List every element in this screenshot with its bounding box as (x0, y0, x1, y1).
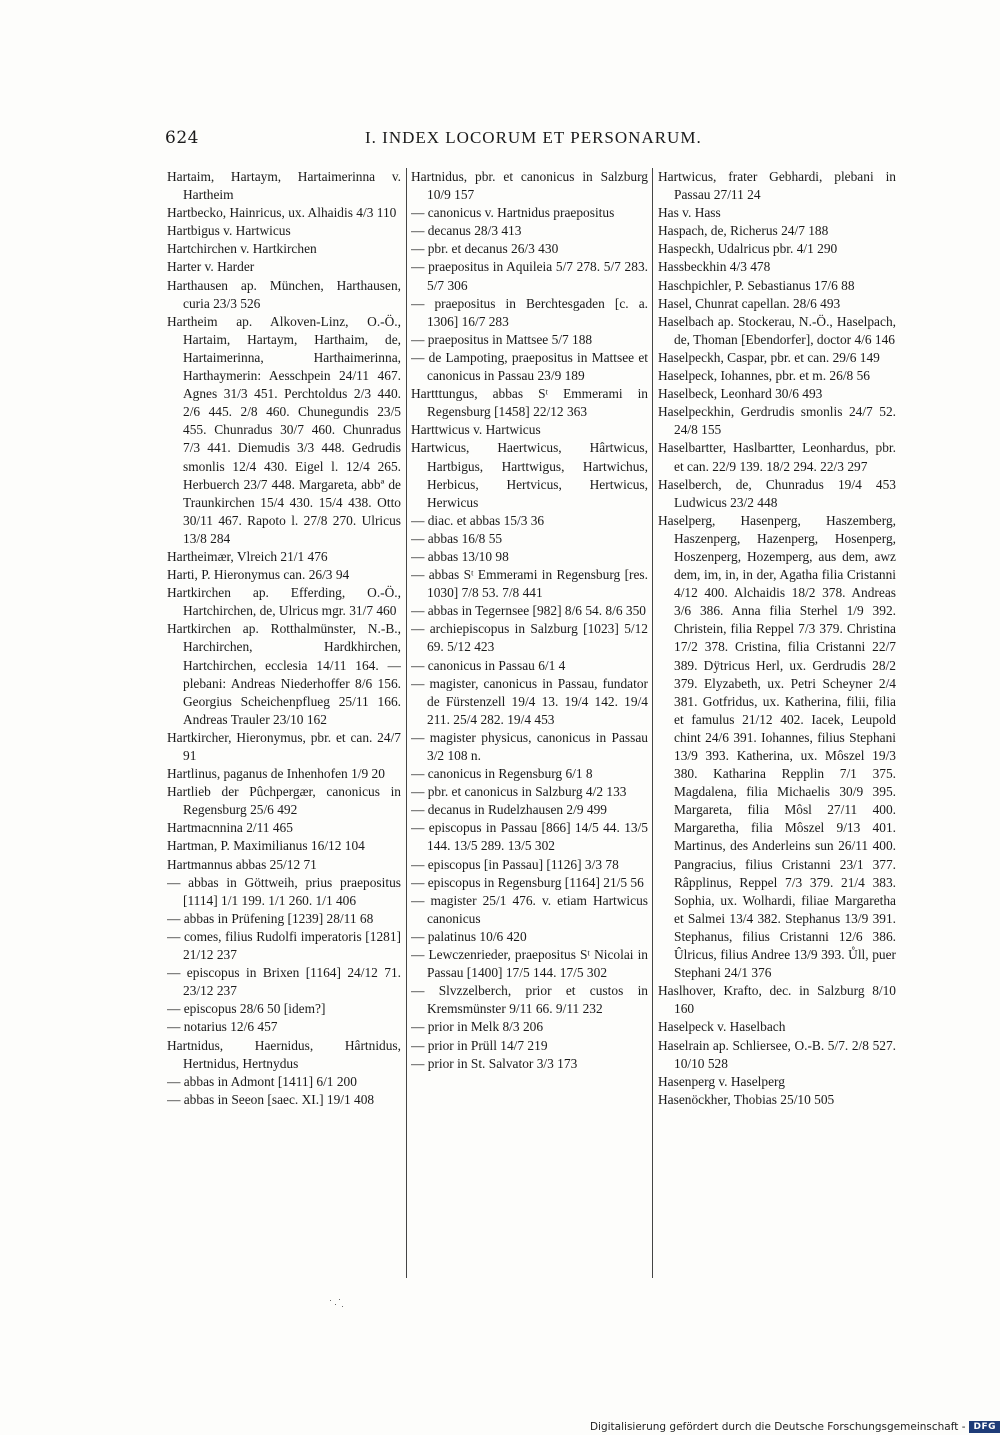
index-entry: Hasel, Chunrat capellan. 28/6 493 (658, 295, 841, 311)
index-entry: Haselperg, Hasenperg, Haszemberg, Haszenperg, Hazenperg, Hosenperg, Hoszenperg, Hozemperg, aus dem, awz dem, im, in, in der, Agatha filia Cristanni 4/12 400. Alchaidis 18/2 378. Andreas 3/6 386. Anna filia Sterhel 1/9 392. Christein, filia Reppel 7/3 379. Christina 17/2 378. Cristina, filia Cristanni 22/7 389. Dÿtricus Herl, ux. Gerdrudis 28/2 379. Elyzabeth, ux. Petri Scheyner 2/4 381. Gotfridus, ux. Katherina, filii, filia et famulus 21/12 402. Iacek, Leupold chint 24/6 391. Iohannes, filius Stephani 13/9 393. Katherina, ux. Môszel 19/3 380. Katharina Repplin 7/1 375. Magdalena, filia Michaelis 30/9 395. Margareta, filia Môsl 27/11 400. Margaretha, filia Môszel 9/13 401. Martinus, des Anderleins sun 26/11 400. Pangracius, filius Cristanni 23/1 377. Râpplinus, Reppel 7/3 379. 21/4 383. Sophia, ux. Wolhardi, filiae Margaretha et Salmei 13/4 382. Stephanus 13/9 391. Stephanus, filius Cristanni 12/6 386. Ûlricus, filius Andree 13/9 393. Ůll, puer Stephani 24/1 376 (658, 512, 896, 981)
column-divider (406, 168, 407, 1278)
index-entry: — pbr. et decanus 26/3 430 (411, 241, 559, 257)
index-entry: — magister, canonicus in Passau, fundator de Fürstenzell 19/4 13. 19/4 142. 19/4 211. 25/4 282. 19/4 453 (411, 675, 648, 727)
index-entry: — praepositus in Aquileia 5/7 278. 5/7 283. 5/7 306 (411, 259, 648, 293)
index-entry: Hartbigus v. Hartwicus (167, 223, 291, 239)
index-entry: — abbas 13/10 98 (411, 548, 509, 564)
index-entry: — abbas Sᵗ Emmerami in Regensburg [res. 1030] 7/8 53. 7/8 441 (411, 567, 648, 601)
index-entry: Harttwicus v. Hartwicus (411, 422, 541, 438)
scan-speckle (330, 1298, 344, 1308)
index-entry: — magister 25/1 476. v. etiam Hartwicus canonicus (411, 892, 648, 926)
index-entry: Haselberch, de, Chunradus 19/4 453 Ludwicus 23/2 448 (658, 476, 896, 510)
index-entry: Hartman, P. Maximilianus 16/12 104 (167, 838, 365, 854)
index-entry: Haselrain ap. Schliersee, O.-B. 5/7. 2/8 527. 10/10 528 (658, 1037, 896, 1071)
index-entry: Hartheim ap. Alkoven-Linz, O.-Ö., Hartaim, Hartaym, Harthaim, de, Hartaimerinna, Harthaimerinna, Harthaymerin: Aesschpein 24/11 467. Agnes 31/3 451. Perchtoldus 2/3 440. 2/6 445. 2/8 460. Chunegundis 23/5 455. Chunradus 30/7 460. Chunradus 7/3 441. Diemudis 3/3 448. Gedrudis smonlis 12/4 430. Eigel l. 12/4 265. Herbuerch 23/7 448. Margareta, abbª de Traunkirchen 15/4 430. 15/4 438. Otto 30/11 467. Rapoto l. 27/8 270. Ulricus 13/8 284 (167, 313, 401, 546)
index-entry: — prior in St. Salvator 3/3 173 (411, 1055, 578, 1071)
index-entry: Haschpichler, P. Sebastianus 17/6 88 (658, 277, 855, 293)
index-entry: — notarius 12/6 457 (167, 1019, 278, 1035)
index-entry: Hartttungus, abbas Sᵗ Emmerami in Regensburg [1458] 22/12 363 (411, 386, 648, 420)
index-entry: Haslhover, Krafto, dec. in Salzburg 8/10 160 (658, 983, 896, 1017)
index-entry: Haspach, de, Richerus 24/7 188 (658, 223, 829, 239)
index-entry: — pbr. et canonicus in Salzburg 4/2 133 (411, 784, 627, 800)
index-entry: Hartmannus abbas 25/12 71 (167, 856, 317, 872)
index-entry: — canonicus in Passau 6/1 4 (411, 657, 566, 673)
index-entry: — canonicus v. Hartnidus praepositus (411, 205, 615, 221)
index-entry: Hartnidus, pbr. et canonicus in Salzburg 10/9 157 (411, 169, 648, 203)
running-head: I. INDEX LOCORUM ET PERSONARUM. (365, 128, 702, 147)
index-entry: — decanus 28/3 413 (411, 223, 522, 239)
index-entry: — abbas in Göttweih, prius praepositus [1114] 1/1 199. 1/1 260. 1/1 406 (167, 874, 401, 908)
index-entry: — episcopus in Regensburg [1164] 21/5 56 (411, 874, 644, 890)
index-entry: — episcopus in Brixen [1164] 24/12 71. 23/12 237 (167, 965, 401, 999)
index-entry: Harter v. Harder (167, 259, 255, 275)
index-entry: Haspeckh, Udalricus pbr. 4/1 290 (658, 241, 838, 257)
index-column-2 (411, 168, 648, 1278)
index-entry: — canonicus in Regensburg 6/1 8 (411, 766, 593, 782)
index-entry: Hartchirchen v. Hartkirchen (167, 241, 317, 257)
column-divider (652, 168, 653, 1278)
index-entry: — episcopus 28/6 50 [idem?] (167, 1001, 326, 1017)
index-entry: — abbas in Tegernsee [982] 8/6 54. 8/6 350 (411, 603, 646, 619)
index-entry: Hartkircher, Hieronymus, pbr. et can. 24/7 91 (167, 729, 401, 763)
index-entry: Hartkirchen ap. Efferding, O.-Ö., Hartchirchen, de, Ulricus mgr. 31/7 460 (167, 585, 401, 619)
index-entry: — prior in Melk 8/3 206 (411, 1019, 544, 1035)
index-entry: — archiepiscopus in Salzburg [1023] 5/12 69. 5/12 423 (411, 621, 648, 655)
index-entry: — Lewczenrieder, praepositus Sᵗ Nicolai in Passau [1400] 17/5 144. 17/5 302 (411, 947, 648, 981)
page-number: 624 (165, 128, 199, 148)
index-entry: Hartheimær, Vlreich 21/1 476 (167, 548, 328, 564)
index-entry: Hartaim, Hartaym, Hartaimerinna v. Hartheim (167, 169, 401, 203)
index-entry: Hartwicus, frater Gebhardi, plebani in Passau 27/11 24 (658, 169, 896, 203)
index-entry: Hartlinus, paganus de Inhenhofen 1/9 20 (167, 766, 385, 782)
index-entry: Harthausen ap. München, Harthausen, curia 23/3 526 (167, 277, 401, 311)
index-entry: Hasenperg v. Haselperg (658, 1073, 785, 1089)
index-entry: Hasenöckher, Thobias 25/10 505 (658, 1091, 835, 1107)
index-entry: Harti, P. Hieronymus can. 26/3 94 (167, 567, 350, 583)
index-entry: Haselbeck, Leonhard 30/6 493 (658, 386, 823, 402)
digitization-footer (585, 1419, 1000, 1435)
index-entry: — prior in Prüll 14/7 219 (411, 1037, 548, 1053)
index-entry: — de Lampoting, praepositus in Mattsee et canonicus in Passau 23/9 189 (411, 349, 648, 384)
dfg-logo: DFG (969, 1421, 1000, 1433)
index-entry: Hartnidus, Haernidus, Hârtnidus, Hertnidus, Hertnydus (167, 1037, 401, 1071)
index-entry: Hartbecko, Hainricus, ux. Alhaidis 4/3 110 (167, 205, 397, 221)
index-column-3 (658, 168, 896, 1278)
index-entry: — abbas in Admont [1411] 6/1 200 (167, 1073, 357, 1089)
index-entry: Haselbartter, Haslbartter, Leonhardus, pbr. et can. 22/9 139. 18/2 294. 22/3 297 (658, 440, 896, 474)
index-entry: — diac. et abbas 15/3 36 (411, 512, 545, 528)
index-entry: Haselbach ap. Stockerau, N.-Ö., Haselpach, de, Thoman [Ebendorfer], doctor 4/6 146 (658, 313, 896, 347)
index-entry: Haselpeckhin, Gerdrudis smonlis 24/7 52. 24/8 155 (658, 404, 896, 438)
page-header (165, 128, 895, 154)
index-entry: — abbas 16/8 55 (411, 530, 503, 546)
index-entry: — praepositus in Mattsee 5/7 188 (411, 331, 593, 347)
index-entry: — praepositus in Berchtesgaden [c. a. 1306] 16/7 283 (411, 295, 648, 329)
index-entry: — episcopus in Passau [866] 14/5 44. 13/5 144. 13/5 289. 13/5 302 (411, 820, 648, 854)
index-entry: — Slvzzelberch, prior et custos in Kremsmünster 9/11 66. 9/11 232 (411, 983, 648, 1017)
index-entry: — palatinus 10/6 420 (411, 928, 527, 944)
index-entry: Hartlieb der Pûchpergær, canonicus in Regensburg 25/6 492 (167, 784, 401, 818)
index-entry: — decanus in Rudelzhausen 2/9 499 (411, 802, 607, 818)
index-entry: Haselpeckh, Caspar, pbr. et can. 29/6 149 (658, 349, 880, 365)
index-columns (163, 168, 898, 1278)
index-entry: Haselpeck, Iohannes, pbr. et m. 26/8 56 (658, 368, 870, 384)
index-entry: Hartwicus, Haertwicus, Hârtwicus, Hartbigus, Harttwigus, Hartwichus, Herbicus, Hertvicus, Hertwicus, Herwicus (411, 440, 648, 510)
footer-text: Digitalisierung gefördert durch die Deutsche Forschungsgemeinschaft - (589, 1421, 966, 1433)
index-column-1 (167, 168, 401, 1278)
index-entry: Has v. Hass (658, 205, 721, 221)
index-entry: Hartkirchen ap. Rotthalmünster, N.-B., Harchirchen, Hardkhirchen, Hartchirchen, ecclesia 14/11 164. — plebani: Andreas Niederhoffer 8/6 156. Georgius Scheichenpflueg 25/11 166. Andreas Trauler 23/10 162 (167, 621, 401, 727)
index-entry: Hassbeckhin 4/3 478 (658, 259, 771, 275)
index-entry: Hartmacnnina 2/11 465 (167, 820, 293, 836)
index-entry: — magister physicus, canonicus in Passau 3/2 108 n. (411, 729, 648, 763)
index-entry: Haselpeck v. Haselbach (658, 1019, 786, 1035)
index-entry: — comes, filius Rudolfi imperatoris [1281] 21/12 237 (167, 928, 401, 963)
index-entry: — episcopus [in Passau] [1126] 3/3 78 (411, 856, 619, 872)
index-entry: — abbas in Prüfening [1239] 28/11 68 (167, 910, 374, 926)
index-entry: — abbas in Seeon [saec. XI.] 19/1 408 (167, 1091, 375, 1107)
